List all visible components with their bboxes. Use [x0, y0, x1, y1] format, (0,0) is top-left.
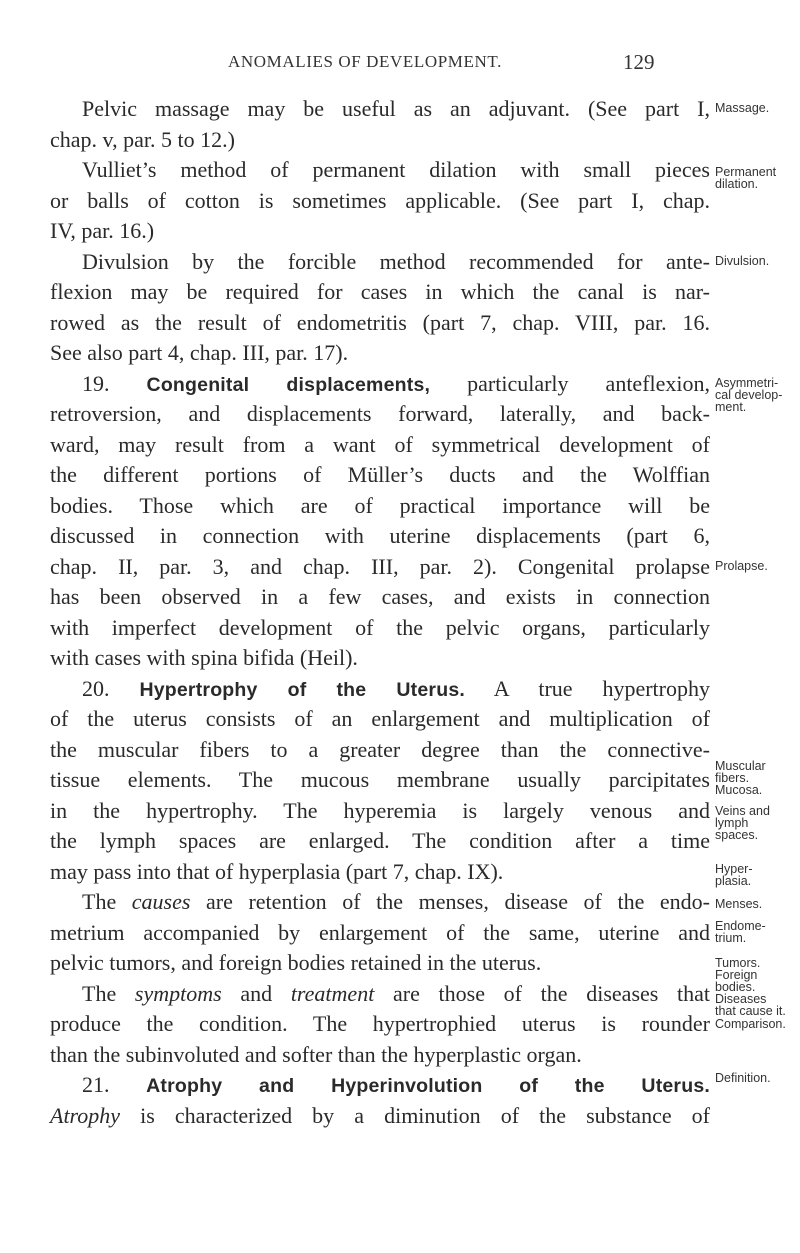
margin-note-definition: Definition.: [715, 1071, 771, 1085]
section-title: Atrophy and Hyperinvolution of the Uterus.: [146, 1075, 710, 1097]
text-line: has been observed in a few cases, and exists in connection: [50, 584, 710, 609]
text-line: may pass into that of hyperplasia (part 7, chap. IX).: [50, 858, 504, 884]
section-number: 20.: [82, 675, 110, 701]
text-line: metrium accompanied by enlargement of the same, uterine and: [50, 919, 710, 945]
text-line: ward, may result from a want of symmetrical development of: [50, 431, 710, 457]
margin-note-muscular: Muscular fibers.: [715, 759, 766, 785]
text-line: rowed as the result of endometritis (part 7, chap. VIII, par. 16.: [50, 309, 710, 335]
margin-note-menses: Menses.: [715, 897, 763, 911]
text-line: produce the condition. The hypertrophied uterus is rounder: [50, 1011, 710, 1036]
margin-note-mucosa: Mucosa.: [715, 783, 763, 797]
text-line: chap. II, par. 3, and chap. III, par. 2). Congenital prolapse: [50, 553, 710, 579]
text-line: See also part 4, chap. III, par. 17).: [50, 340, 349, 365]
text-line: Atrophy is characterized by a diminution of the substance of: [50, 1102, 710, 1128]
section-title: Congenital displacements,: [146, 373, 431, 396]
text-line: the different portions of Müller’s ducts and the Wolffian: [50, 462, 710, 487]
text-line: bodies. Those which are of practical importance will be: [50, 492, 710, 518]
section-heading-line: [50, 1070, 710, 1101]
section-number: 19.: [82, 370, 110, 396]
text-line: of the uterus consists of an enlargement and multiplication of: [50, 706, 710, 731]
text-line: the muscular fibers to a greater degree than the connective-: [50, 736, 710, 762]
text-line: The symptoms and treatment are those of the diseases that: [82, 980, 711, 1006]
margin-note-endometrium: Endome- trium.: [715, 919, 766, 945]
section-title: Hypertrophy of the Uterus.: [139, 678, 465, 701]
margin-note-diseases: Diseases that cause it.: [715, 992, 786, 1018]
page-header: [0, 52, 800, 82]
margin-note-massage: Massage.: [715, 101, 770, 115]
margin-note-foreign: Foreign bodies.: [715, 968, 758, 994]
text-line: chap. v, par. 5 to 12.): [50, 126, 235, 152]
text-line: the lymph spaces are enlarged. The condition after a time: [50, 828, 710, 853]
section-heading-line: 20. Hypertrophy of the Uterus. A true hypertrophy: [82, 675, 710, 701]
margin-note-prolapse: Prolapse.: [715, 559, 768, 573]
text-line: tissue elements. The mucous membrane usually parcipitates: [50, 767, 710, 792]
text-line: or balls of cotton is sometimes applicable. (See part I, chap.: [50, 187, 710, 213]
text-line: pelvic tumors, and foreign bodies retained in the uterus.: [50, 950, 542, 975]
section-number: 21.: [82, 1072, 110, 1097]
margin-note-divulsion: Divulsion.: [715, 254, 770, 268]
text-line: Pelvic massage may be useful as an adjuvant. (See part I,: [82, 96, 710, 121]
text-line: in the hypertrophy. The hyperemia is largely venous and: [50, 797, 710, 823]
text-line: with cases with spina bifida (Heil).: [50, 645, 358, 670]
text-line: Divulsion by the forcible method recommended for ante-: [82, 248, 710, 274]
text-line: flexion may be required for cases in which the canal is nar-: [50, 279, 710, 304]
section-heading-line: 19. Congenital displacements, particularly anteflexion,: [82, 370, 711, 396]
margin-note-veins: Veins and lymph spaces.: [715, 804, 770, 842]
text-line: than the subinvoluted and softer than the hyperplastic organ.: [50, 1041, 582, 1067]
page-number: 129: [623, 50, 655, 74]
text-line: discussed in connection with uterine displacements (part 6,: [50, 523, 710, 548]
running-head: ANOMALIES OF DEVELOPMENT.: [228, 52, 502, 71]
text-line: Vulliet’s method of permanent dilation with small pieces: [82, 157, 710, 182]
text-line: IV, par. 16.): [50, 218, 155, 243]
text-line: with imperfect development of the pelvic organs, particularly: [50, 614, 710, 640]
margin-note-comparison: Comparison.: [715, 1017, 786, 1031]
margin-note-asymmetrical: Asymmetri- cal develop- ment.: [715, 376, 783, 414]
page-body: [50, 94, 786, 1131]
margin-note-hyperplasia: Hyper- plasia.: [715, 862, 753, 888]
text-line: The causes are retention of the menses, disease of the endo-: [82, 889, 711, 914]
text-line: retroversion, and displacements forward, laterally, and back-: [50, 401, 710, 426]
margin-note-tumors: Tumors.: [715, 956, 761, 970]
margin-note-permanent-dilation: Permanent dilation.: [715, 165, 777, 191]
